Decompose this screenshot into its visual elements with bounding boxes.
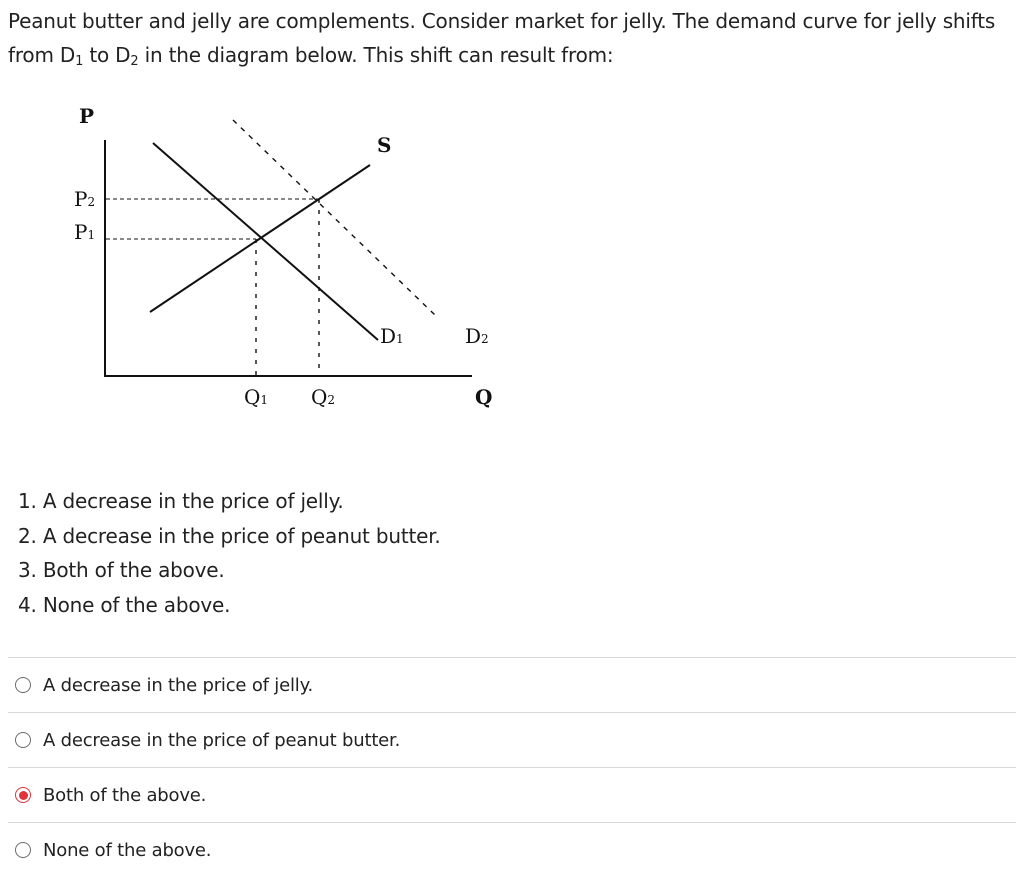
radio-button-unchecked[interactable]	[15, 677, 31, 693]
answer-choice-3[interactable]	[8, 767, 1016, 822]
question-line-2-middle: to D	[83, 43, 131, 67]
p1-label: P1	[74, 220, 96, 244]
answer-choice-label: None of the above.	[43, 839, 212, 861]
demand-curve-d2	[233, 120, 435, 315]
answer-choice-label: Both of the above.	[43, 784, 207, 806]
answer-choice-label: A decrease in the price of jelly.	[43, 674, 313, 696]
price-axis-label: P	[79, 104, 95, 128]
supply-demand-diagram	[60, 100, 520, 420]
numbered-option-3: 3. Both of the above.	[18, 558, 225, 582]
question-line-2-end: in the diagram below. This shift can result from:	[138, 43, 614, 67]
numbered-option-4: 4. None of the above.	[18, 592, 231, 617]
q1-label: Q1	[244, 385, 269, 409]
answer-choice-label: A decrease in the price of peanut butter.	[43, 729, 401, 751]
supply-curve-label: S	[377, 133, 392, 157]
radio-button-unchecked[interactable]	[15, 842, 31, 858]
question-text	[8, 4, 1018, 72]
answer-choices	[8, 657, 1016, 877]
d2-label: D2	[465, 324, 489, 348]
question-d2-subscript: 2	[130, 54, 139, 69]
question-line-2	[8, 38, 1018, 72]
numbered-option-2: 2. A decrease in the price of peanut butter.	[18, 523, 441, 548]
answer-choice-1[interactable]	[8, 657, 1016, 712]
p2-label: P2	[74, 187, 96, 211]
quantity-axis-label: Q	[475, 385, 493, 409]
question-line-2-start: from D	[8, 43, 76, 67]
answer-choice-2[interactable]	[8, 712, 1016, 767]
radio-button-checked[interactable]	[15, 787, 31, 803]
demand-curve-d1	[153, 143, 378, 340]
q2-label: Q2	[311, 385, 336, 409]
d1-label: D1	[380, 324, 404, 348]
numbered-options-list	[18, 484, 441, 622]
question-line-1: Peanut butter and jelly are complements. Consider market for jelly. The demand curve for jelly shifts	[8, 9, 996, 33]
question-d1-subscript: 1	[75, 54, 84, 69]
numbered-option-1: 1. A decrease in the price of jelly.	[18, 489, 344, 513]
radio-button-unchecked[interactable]	[15, 732, 31, 748]
